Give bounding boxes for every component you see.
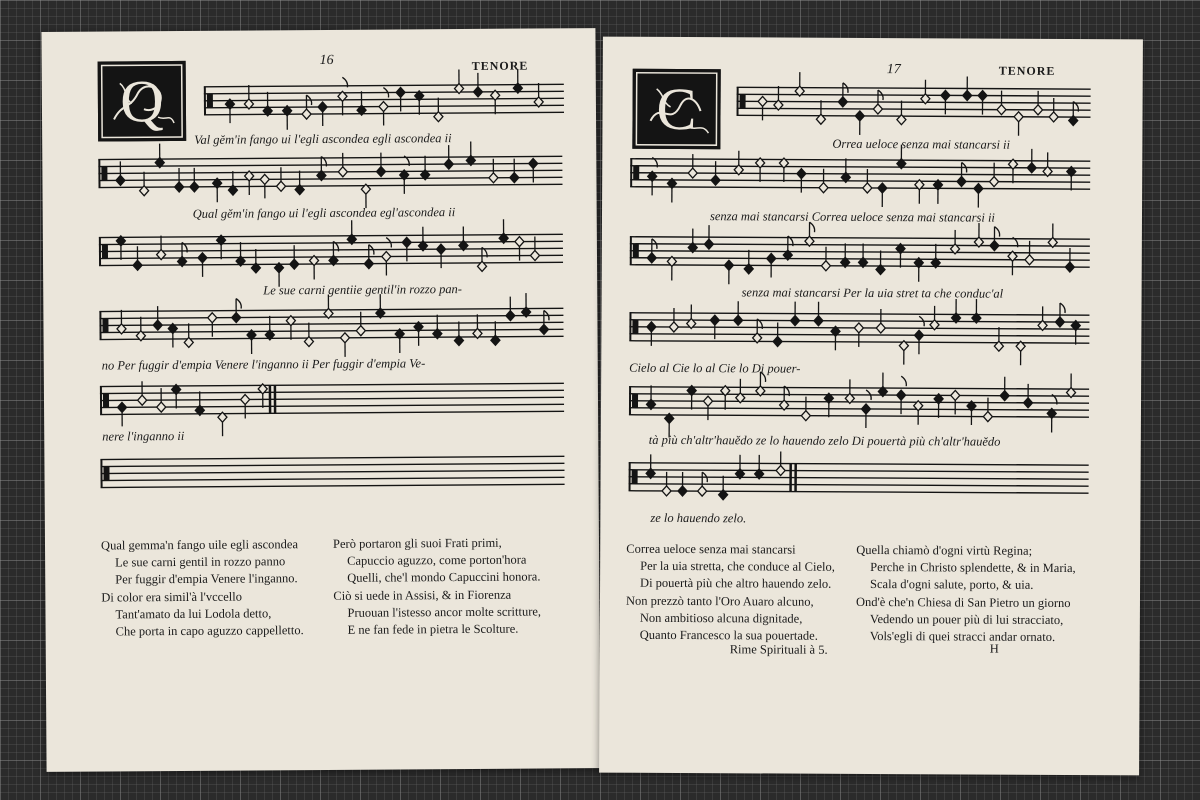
clef-mark <box>632 320 638 334</box>
music-note <box>863 183 872 193</box>
music-note <box>957 176 966 186</box>
verse-line: Quella chiamò d'ogni virtù Regina; <box>856 542 1033 558</box>
music-note <box>473 87 482 97</box>
music-note <box>897 390 906 400</box>
lyric-line: tà più ch'altr'hauĕdo ze lo hauendo zelo Di pouertà più ch'altr'hauĕdo <box>648 432 1001 449</box>
music-note <box>116 175 125 185</box>
lyric-line: Orrea ueloce senza mai stancarsi ii <box>832 136 1011 152</box>
music-note <box>704 239 713 249</box>
clef-mark <box>633 166 639 180</box>
music-note <box>118 402 127 412</box>
voice-label: TENORE <box>471 58 529 73</box>
music-staff <box>99 220 563 283</box>
music-staff <box>98 142 562 205</box>
music-note <box>878 183 887 193</box>
verse-line: Ciò si uede in Assisi, & in Fiorenza <box>333 587 512 603</box>
verse-line: Di pouertà più che altro hauendo zelo. <box>640 575 832 591</box>
lyric-line: Cielo al Cie lo al Cie lo Di pouer- <box>629 360 801 376</box>
music-note <box>515 237 524 247</box>
music-note <box>356 326 365 336</box>
music-note <box>1014 112 1023 122</box>
music-note <box>773 336 782 346</box>
music-note <box>198 253 207 263</box>
initial-q-ornament <box>100 63 185 140</box>
music-staff <box>630 145 1090 207</box>
clef-mark <box>633 244 639 258</box>
music-note <box>277 181 286 191</box>
verse-line: Vols'egli di quei stracci andar ornato. <box>869 628 1056 644</box>
music-note <box>338 167 347 177</box>
music-note <box>873 104 882 114</box>
music-note <box>260 174 269 184</box>
music-note <box>758 96 767 106</box>
running-footer: Rime Spirituali à 5. <box>729 642 828 657</box>
music-note <box>678 486 687 496</box>
music-note <box>510 173 519 183</box>
verse-line: Qual gemma'n fango uile egli ascondea <box>100 537 299 553</box>
music-note <box>797 169 806 179</box>
lyric-line: senza mai stancarsi Correa ueloce senza mai stancarsi ii <box>709 209 995 225</box>
verse-line: Correa ueloce senza mai stancarsi <box>626 541 796 557</box>
verse-line: Quelli, che'l mondo Capuccini honora. <box>347 569 541 585</box>
music-staff <box>100 369 564 432</box>
music-note <box>318 102 327 112</box>
svg-text:C: C <box>656 75 697 143</box>
music-note <box>990 177 999 187</box>
verse-line: Scala d'ogni salute, porto, & uia. <box>870 576 1034 592</box>
verse-line: Perche in Christo splendette, & in Maria, <box>870 559 1076 576</box>
lyric-line: Le sue carni gentiie gentil'in rozzo pan- <box>263 282 462 298</box>
music-note <box>1027 163 1036 173</box>
music-note <box>530 250 539 260</box>
music-note <box>396 87 405 97</box>
music-note <box>436 244 445 254</box>
clef-mark <box>740 94 746 108</box>
music-note <box>688 168 697 178</box>
music-system <box>603 37 1143 40</box>
music-staff <box>629 373 1089 435</box>
clef-mark <box>102 244 108 258</box>
music-note <box>983 412 992 422</box>
music-note <box>974 184 983 194</box>
verse-line: Tant'amato da lui Lodola detto, <box>115 606 272 622</box>
music-note <box>153 320 162 330</box>
music-note <box>821 261 830 271</box>
clef-mark <box>103 466 109 480</box>
page-number: 17 <box>886 62 901 78</box>
lyric-line: senza mai stancarsi Per la uia stret ta che conduc'al <box>741 285 1004 301</box>
music-note <box>1025 255 1034 265</box>
music-note <box>855 111 864 121</box>
music-note <box>138 395 147 405</box>
music-note <box>814 316 823 326</box>
verse-line: Ond'è che'n Chiesa di San Pietro un giorno <box>855 594 1071 611</box>
svg-text:Q: Q <box>120 68 164 135</box>
music-note <box>290 259 299 269</box>
clef-mark <box>207 94 213 108</box>
music-staff <box>629 299 1089 361</box>
music-note <box>776 466 785 476</box>
verse-line: Però portaron gli suoi Frati primi, <box>332 535 502 551</box>
music-note <box>1055 317 1064 327</box>
verse-stanza <box>626 541 835 593</box>
decorated-initial <box>632 69 720 149</box>
music-note <box>1065 262 1074 272</box>
music-note <box>376 167 385 177</box>
music-note <box>951 390 960 400</box>
music-note <box>190 182 199 192</box>
music-staff <box>736 73 1090 135</box>
music-note <box>819 183 828 193</box>
clef-mark <box>102 318 108 332</box>
music-note <box>175 182 184 192</box>
music-note <box>647 253 656 263</box>
music-note <box>208 313 217 323</box>
music-note <box>506 311 515 321</box>
lyric-line: no Per fuggir d'empia Venere l'inganno ii Per fuggir d'empia Ve- <box>101 356 426 373</box>
verse-stanza <box>333 586 541 638</box>
verse-line: Per fuggir d'empia Venere l'inganno. <box>115 571 298 587</box>
music-note <box>402 237 411 247</box>
music-staff <box>628 449 1088 511</box>
lyric-line: ze lo hauendo zelo. <box>650 510 747 526</box>
left-page <box>41 28 600 772</box>
verse-stanza <box>856 542 1076 594</box>
verse-line: Le sue carni gentil in rozzo panno <box>115 554 286 570</box>
music-note <box>1049 112 1058 122</box>
verse-line: Pruouan l'istesso ancor molte scritture, <box>347 604 542 620</box>
verse-line: E ne fan fede in pietra le Scolture. <box>347 621 519 637</box>
verse-stanza <box>333 534 541 586</box>
music-note <box>978 91 987 101</box>
music-note <box>241 394 250 404</box>
music-note <box>711 175 720 185</box>
music-note <box>444 159 453 169</box>
music-staff <box>204 70 564 133</box>
music-note <box>539 324 548 334</box>
music-note <box>861 404 870 414</box>
verse-stanza <box>101 536 298 588</box>
verse-line: Non prezzò tanto l'Oro Auaro alcuno, <box>625 593 814 609</box>
clef-mark <box>632 470 638 484</box>
verse-line: Per la uia stretta, che conduce al Cielo, <box>640 558 835 574</box>
page-number: 16 <box>319 52 334 69</box>
music-note <box>232 313 241 323</box>
verse-line: Quanto Francesco la sua pouertade. <box>639 627 818 643</box>
music-note <box>876 323 885 333</box>
music-note <box>662 486 671 496</box>
music-note <box>302 109 311 119</box>
music-note <box>698 486 707 496</box>
verse-line: Che porta in capo aguzzo cappelletto. <box>115 623 304 639</box>
verse-stanza <box>101 588 303 640</box>
music-note <box>704 396 713 406</box>
signature-mark: H <box>989 641 999 656</box>
music-note <box>838 97 847 107</box>
decorated-initial <box>98 61 187 142</box>
verse-line: Vedendo un pouer più di lui stracciato, <box>869 611 1064 628</box>
music-staff <box>100 442 564 505</box>
verse-stanza <box>856 594 1071 646</box>
music-note <box>963 90 972 100</box>
music-note <box>767 253 776 263</box>
music-note <box>1024 398 1033 408</box>
clef-mark <box>103 393 109 407</box>
music-note <box>340 333 349 343</box>
clef-mark <box>101 166 107 180</box>
right-page <box>599 37 1143 776</box>
lyric-line: nere l'inganno ii <box>102 428 185 444</box>
music-staff <box>99 294 563 357</box>
music-note <box>801 411 810 421</box>
verse-line: Capuccio aguzzo, come porton'hora <box>347 552 527 568</box>
music-note <box>710 315 719 325</box>
music-note <box>915 330 924 340</box>
music-note <box>489 173 498 183</box>
music-note <box>669 322 678 332</box>
music-note <box>1000 391 1009 401</box>
music-note <box>724 260 733 270</box>
voice-label: TENORE <box>998 63 1056 78</box>
music-system <box>41 28 595 32</box>
music-note <box>529 158 538 168</box>
music-note <box>854 323 863 333</box>
clef-mark <box>632 394 638 408</box>
music-note <box>157 402 166 412</box>
music-note <box>647 322 656 332</box>
music-note <box>379 102 388 112</box>
initial-c-ornament <box>634 71 718 147</box>
music-note <box>133 260 142 270</box>
verse-line: Di color era simil'à l'vccello <box>101 589 242 605</box>
music-staff <box>630 223 1090 285</box>
verse-line: Non ambitioso alcuna dignitade, <box>639 610 803 626</box>
music-note <box>364 259 373 269</box>
lyric-line: Qual gĕm'in fango ui l'egli ascondea egl'ascondea ii <box>192 205 456 221</box>
music-note <box>997 105 1006 115</box>
lyric-line: Val gĕm'in fango ui l'egli ascondea egli ascondea ii <box>194 131 452 147</box>
music-note <box>734 315 743 325</box>
verse-stanza <box>626 593 818 645</box>
music-note <box>1034 105 1043 115</box>
music-note <box>382 252 391 262</box>
music-note <box>791 316 800 326</box>
music-note <box>990 241 999 251</box>
music-note <box>941 90 950 100</box>
